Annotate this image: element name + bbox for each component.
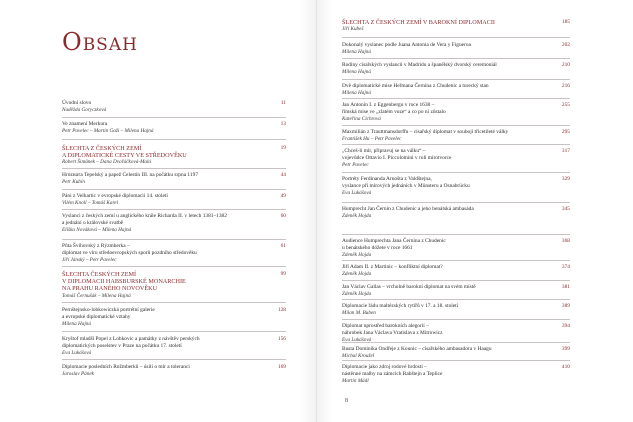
divider [342, 202, 570, 203]
entry-title [62, 336, 252, 350]
title-line: ŠLECHTA Z ČESKÝCH ZEMÍ V BAROKNÍ DIPLOMACII [342, 19, 495, 26]
entry-author: Robert Šimůnek – Dana Dvořáčková-Malá [62, 159, 152, 166]
entry-page-number: 169 [277, 364, 286, 370]
entry-title [62, 307, 252, 321]
entry-page-number: 61 [280, 243, 286, 249]
toc-entry[interactable] [342, 42, 570, 56]
title-line: „Chceš-li mír, připravuj se na válku“ – [342, 148, 426, 154]
entry-author: Zdeněk Hojda [342, 271, 372, 277]
entry-title [342, 303, 532, 310]
title-line: Dvě diplomatické mise Heřmana Černína z Chudenic a turecký stan [342, 83, 489, 89]
entry-page-number: 345 [561, 206, 570, 212]
toc-entry[interactable] [62, 172, 286, 186]
divider [62, 239, 286, 240]
entry-page-number: 317 [561, 148, 570, 154]
page-number: 8 [345, 398, 348, 404]
title-line: Hrozната Tepelský a papež Celestin III. na počátku srpna 1197 [62, 172, 199, 178]
divider [342, 172, 570, 173]
title-line: římská mise ve „zlatém voze“ a co po ní zůstalo [342, 109, 446, 115]
title-rest: BSAH [82, 35, 138, 55]
entry-page-number: 410 [561, 364, 570, 370]
entry-author: Zdeněk Hojda [342, 213, 372, 219]
entry-author: Eva Lukášová [62, 350, 92, 356]
entry-title [342, 364, 532, 378]
entry-author: Zdeněk Hojda [342, 252, 372, 258]
entry-title [62, 243, 252, 257]
entry-author: Eva Lukášová [342, 337, 372, 343]
entry-page-number: 49 [280, 193, 286, 199]
gutter [316, 0, 317, 422]
title-line: Rodiny císařských vyslanců v Madridu a španělský dvorský ceremoniál [342, 62, 497, 68]
toc-entry[interactable] [342, 284, 570, 298]
entry-title [342, 323, 532, 337]
toc-entry[interactable] [62, 193, 286, 207]
divider [342, 299, 570, 300]
entry-author: Milan M. Buben [342, 310, 376, 316]
toc-entry[interactable] [342, 238, 570, 259]
toc-entry[interactable] [62, 243, 286, 264]
title-line: NA PRAHU RANÉHO NOVOVĚKU [62, 285, 158, 293]
entry-author: Zdeněk Hojda [342, 291, 372, 297]
divider [342, 125, 570, 126]
entry-page-number: 210 [561, 62, 570, 68]
entry-title [62, 121, 252, 128]
title-line: ŠLECHTA ČESKÝCH ZEMÍ [62, 271, 137, 278]
entry-page-number: 216 [561, 83, 570, 89]
title-line: ŠLECHTA Z ČESKÝCH ZEMÍ [62, 145, 142, 152]
entry-page-number: 13 [280, 121, 286, 127]
toc-entry[interactable] [342, 102, 570, 123]
entry-author: Milena Hajná [62, 321, 91, 327]
title-line: Pernštejnsko-lobkowiczká portrétní galerie [62, 307, 155, 313]
entry-author: Jiří Jánský – Petr Pavelec [62, 257, 117, 263]
entry-title [342, 176, 532, 190]
title-line: Páni z Velhartic v evropské diplomacii 14. století [62, 193, 168, 199]
entry-page-number: 255 [561, 102, 570, 108]
title-line: Dokonalý vyslanec podle Juana Antonia de Vera y Figueroa [342, 42, 471, 48]
title-line: Jan Antonín I. z Eggenbergu v roce 1638 – [342, 102, 435, 108]
toc-entry[interactable] [62, 336, 286, 357]
title-line: Busta Dominika Ondřeje z Kounic – císařského ambasadora v Haagu [342, 346, 492, 352]
entry-title [342, 206, 532, 213]
title-line: A DIPLOMATICKÉ CESTY VE STŘEDOVĚKU [62, 152, 187, 160]
title-line: Úvodní slovo [62, 100, 92, 106]
entry-author: Eliška Nováková – Milena Hajná [62, 227, 132, 233]
toc-entry[interactable] [342, 364, 570, 385]
entry-title [342, 238, 532, 252]
divider [62, 266, 286, 267]
divider [342, 360, 570, 361]
entry-author: Milena Hajná [342, 69, 371, 75]
entry-page-number: 11 [280, 100, 286, 106]
entry-title [342, 129, 532, 136]
entry-title [62, 364, 252, 371]
entry-author: Martin Mádl [342, 378, 369, 384]
title-line: náhrobek Jana Václava Vratislava z Mitrowicz [342, 330, 443, 336]
divider [342, 58, 570, 59]
entry-page-number: 156 [277, 336, 286, 342]
entry-page-number: 381 [561, 284, 570, 290]
title-line: Jan Václav Gallas – vrcholně barokní diplomat na svém místě [342, 284, 476, 290]
divider [342, 98, 570, 99]
section-title [342, 19, 570, 26]
entry-title [342, 264, 532, 271]
divider [342, 234, 570, 235]
toc-entry[interactable] [342, 346, 570, 360]
toc-section[interactable] [342, 19, 570, 33]
entry-author: Kateřina Cichrová [342, 116, 381, 122]
divider [62, 189, 286, 190]
toc-entry[interactable] [62, 213, 286, 234]
entry-title [342, 148, 532, 162]
title-line: Maxmilián z Trauttmansdorffu – císařský diplomat v souboji třicetileté války [342, 129, 509, 135]
divider [62, 117, 286, 118]
toc-entry[interactable] [62, 307, 286, 328]
entry-author: Milena Hajná [342, 90, 371, 96]
entry-page-number: 295 [561, 129, 570, 135]
entry-author: Jaroslav Pánek [62, 371, 94, 377]
toc-entry[interactable] [342, 303, 570, 317]
divider [62, 359, 286, 360]
entry-title [62, 193, 252, 200]
section-title [62, 145, 286, 159]
divider [342, 144, 570, 145]
entry-author: František Hu – Petr Pavelec [342, 136, 402, 142]
toc-section[interactable] [62, 271, 286, 300]
divider [342, 319, 570, 320]
toc-entry[interactable] [342, 83, 570, 97]
entry-title [62, 172, 252, 179]
entry-author: Vilém Knoll – Tomáš Karel [62, 200, 119, 206]
entry-title [342, 346, 532, 353]
divider [342, 260, 570, 261]
entry-title [342, 83, 532, 90]
toc-entry[interactable] [342, 323, 570, 344]
entry-page-number: 19 [280, 145, 286, 151]
entry-page-number: 202 [561, 42, 570, 48]
title-line: Vyslanci z českých zemí u anglického krále Richarda II. v letech 1381–1382 [62, 213, 227, 219]
entry-title [62, 100, 252, 107]
divider [62, 168, 286, 169]
entry-page-number: 60 [280, 213, 286, 219]
entry-page-number: 128 [277, 307, 286, 313]
entry-author: Jiří Kubeš [342, 26, 364, 33]
entry-title [342, 42, 532, 49]
divider [62, 139, 286, 140]
title-line: u benátského dóžete v roce 1661 [342, 245, 413, 251]
entry-title [342, 284, 532, 291]
toc-entry[interactable] [62, 364, 286, 378]
toc-entry[interactable] [62, 100, 286, 114]
title-line: Diplomat uprostřed barokních alegorií – [342, 323, 429, 329]
title-line: nástěnné malby na zámcích Rabštejn a Teplice [342, 371, 443, 377]
title-line: a evropské diplomatické vztahy [62, 314, 131, 320]
toc-entry[interactable] [342, 206, 570, 220]
title-line: Kryštof mladší Popel z Lobkovic a památky z návštěv perských [62, 336, 200, 342]
entry-author: Petr Pavelec – Martin Gaži – Milena Hajná [62, 128, 154, 134]
divider [62, 331, 286, 332]
entry-title [62, 213, 252, 227]
divider [342, 37, 570, 38]
title-line: vyslance při mírových jednáních v Münsteru a Osnabrücku [342, 183, 470, 189]
section-title [62, 271, 286, 293]
toc-entry[interactable] [62, 121, 286, 135]
entry-page-number: 99 [280, 271, 286, 277]
toc-section[interactable] [62, 145, 286, 166]
entry-author: Eva Lukášová [342, 190, 372, 196]
title-line: Diplomacie řádu maltézských rytířů v 17. a 18. století [342, 303, 459, 309]
divider [62, 302, 286, 303]
title-line: Jiří Adam II. z Martinic – konfliktní diplomat? [342, 264, 443, 270]
entry-title [342, 62, 532, 69]
entry-page-number: 399 [561, 346, 570, 352]
divider [342, 342, 570, 343]
title-line: a jednání o královské svatbě [62, 220, 124, 226]
title-line: Portréty Ferdinanda Arnošta z Valdštejna, [342, 176, 432, 182]
entry-author: Tomáš Černušák – Milena Hajná [62, 292, 131, 299]
entry-page-number: 368 [561, 238, 570, 244]
entry-author: Petr Pavelec [342, 162, 369, 168]
title-line: V DIPLOMACII HABSBURSKÉ MONARCHIE [62, 278, 186, 286]
toc-entry[interactable] [342, 129, 570, 143]
entry-page-number: 374 [561, 264, 570, 270]
title-line: vojevůdce Ottavio I. Piccolomini v roli mírotvorce [342, 155, 452, 161]
entry-author: Naděžda Goryczková [62, 107, 107, 113]
entry-page-number: 394 [561, 323, 570, 329]
toc-entry[interactable] [342, 176, 570, 197]
entry-author: Petr Kubín [62, 179, 85, 185]
title-line: diplomat ve víru středoevropských sporů pozdního středověku [62, 250, 197, 256]
divider [342, 280, 570, 281]
entry-author: Michal Kroužel [342, 353, 375, 359]
title-line: Diplomacie posledních Rožmberků – úsilí o mír a toleranci [62, 364, 190, 370]
divider [62, 209, 286, 210]
title-line: diplomatických poselstev v Praze na počátku 17. století [62, 343, 182, 349]
title-line: Ve znamení Merkura [62, 121, 108, 127]
toc-entry[interactable] [342, 264, 570, 278]
entry-title [342, 102, 532, 116]
entry-page-number: 44 [280, 172, 286, 178]
title-line: Diplomacie jako zdroj rodové hrdosti – [342, 364, 427, 370]
title-line: Půta Švihovský z Rýzmberka – [62, 243, 130, 249]
entry-page-number: 389 [561, 303, 570, 309]
toc-entry[interactable] [342, 148, 570, 169]
toc-entry[interactable] [342, 62, 570, 76]
entry-page-number: 185 [561, 19, 570, 25]
title-initial: O [62, 28, 83, 56]
title-line: Humprecht Jan Černín z Chudenic a jeho benátská ambasáda [342, 206, 474, 212]
page-title [62, 28, 138, 56]
title-line: Audience Humprechta Jana Černína z Chudenic [342, 238, 446, 244]
entry-author: Milena Hajná [342, 49, 371, 55]
entry-page-number: 329 [561, 176, 570, 182]
divider [342, 79, 570, 80]
